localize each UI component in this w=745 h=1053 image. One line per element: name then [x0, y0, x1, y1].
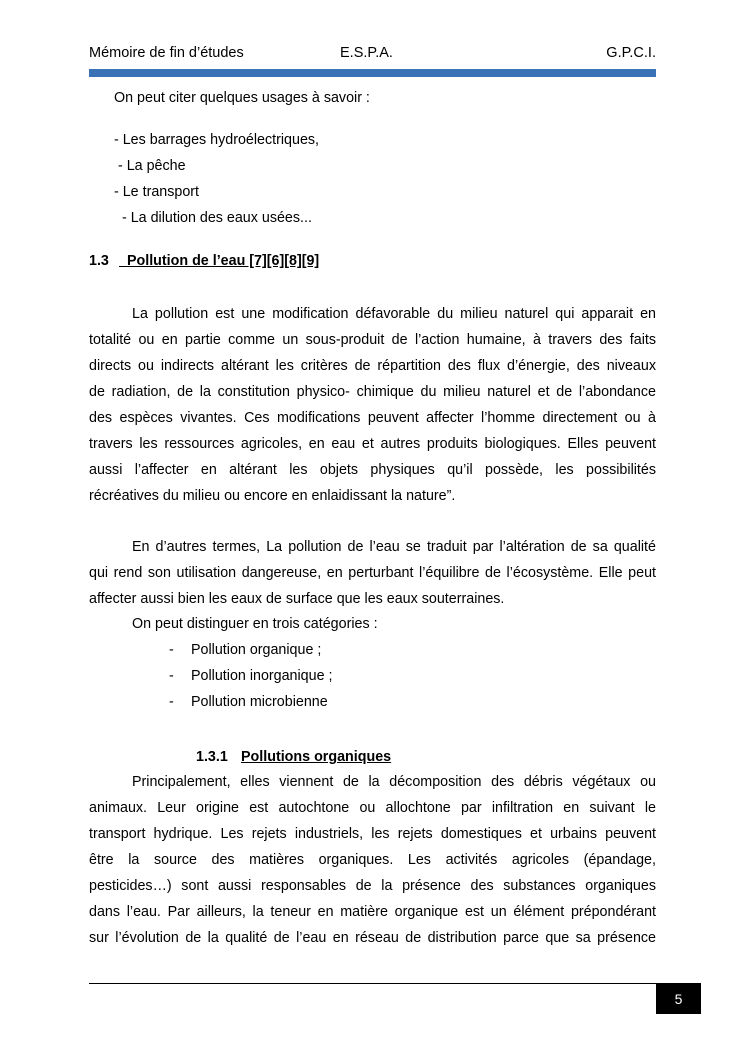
page-number: 5 — [656, 983, 701, 1014]
paragraph-line: récréatives du milieu ou encore en enlaidissant la nature”. — [89, 488, 456, 504]
footer-rule — [89, 983, 700, 984]
paragraph-line: En d’autres termes, La pollution de l’eau se traduit par l’altération de sa qualité — [132, 539, 656, 555]
paragraph-line: qui rend son utilisation dangereuse, en perturbant l’équilibre de l’écosystème. Elle peut — [89, 565, 656, 581]
list-bullet: - — [169, 694, 174, 710]
section-title-text: Pollution de l’eau [7][6][8][9] — [126, 253, 320, 269]
list-bullet: - — [169, 642, 174, 658]
list-item: - La dilution des eaux usées... — [122, 210, 312, 226]
paragraph-line: aussi l’affecter en altérant les objets physiques qu’il possède, les possibilités — [89, 462, 656, 478]
paragraph-line: sur l’évolution de la qualité de l’eau en réseau de distribution parce que sa présence — [89, 930, 656, 946]
paragraph-line: des espèces vivantes. Ces modifications peuvent affecter l’homme directement ou à — [89, 410, 656, 426]
header-left: Mémoire de fin d’études — [89, 45, 244, 61]
list-item: Pollution inorganique ; — [191, 668, 333, 684]
subsection-number: 1.3.1 — [196, 749, 228, 765]
subsection-title: Pollutions organiques — [241, 749, 392, 765]
header-bar — [89, 69, 656, 77]
list-item: Pollution organique ; — [191, 642, 322, 658]
paragraph-line: animaux. Leur origine est autochtone ou allochtone par infiltration en suivant le — [89, 800, 656, 816]
list-item: Pollution microbienne — [191, 694, 328, 710]
list-item: - La pêche — [118, 158, 186, 174]
paragraph-line: transport hydrique. Les rejets industriels, les rejets domestiques et urbains peuvent — [89, 826, 656, 842]
paragraph-line: travers les ressources agricoles, en eau et autres produits biologiques. Elles peuvent — [89, 436, 656, 452]
section-title — [119, 253, 319, 269]
intro-text: On peut citer quelques usages à savoir : — [114, 90, 370, 106]
paragraph-line: directs ou indirects altérant les critères de répartition des flux d’énergie, des niveaux — [89, 358, 656, 374]
paragraph-2 — [89, 534, 656, 612]
paragraph-line: dans l’eau. Par ailleurs, la teneur en matière organique est un élément prépondérant — [89, 904, 656, 920]
paragraph-line: pesticides…) sont aussi responsables de la présence des substances organiques — [89, 878, 656, 894]
list-item: - Le transport — [114, 184, 200, 200]
paragraph-line: être la source des matières organiques. Les activités agricoles (épandage, — [89, 852, 656, 868]
paragraph-3 — [89, 769, 656, 951]
paragraph-line: affecter aussi bien les eaux de surface que les eaux souterraines. — [89, 591, 505, 607]
section-number: 1.3 — [89, 253, 109, 269]
paragraph-line: totalité ou en partie comme un sous-produit de l’action humaine, à travers des faits — [89, 332, 656, 348]
list-bullet: - — [169, 668, 174, 684]
header-right: G.P.C.I. — [606, 45, 656, 61]
paragraph-line: de radiation, de la constitution physico- chimique du milieu naturel et de l’abondance — [89, 384, 656, 400]
paragraph-line: Principalement, elles viennent de la décomposition des débris végétaux ou — [132, 774, 656, 790]
header-center: E.S.P.A. — [340, 45, 393, 61]
categories-intro: On peut distinguer en trois catégories : — [132, 616, 378, 632]
paragraph-line: La pollution est une modification défavorable du milieu naturel qui apparait en — [132, 306, 656, 322]
paragraph-1 — [89, 301, 656, 509]
list-item: - Les barrages hydroélectriques, — [114, 132, 320, 148]
